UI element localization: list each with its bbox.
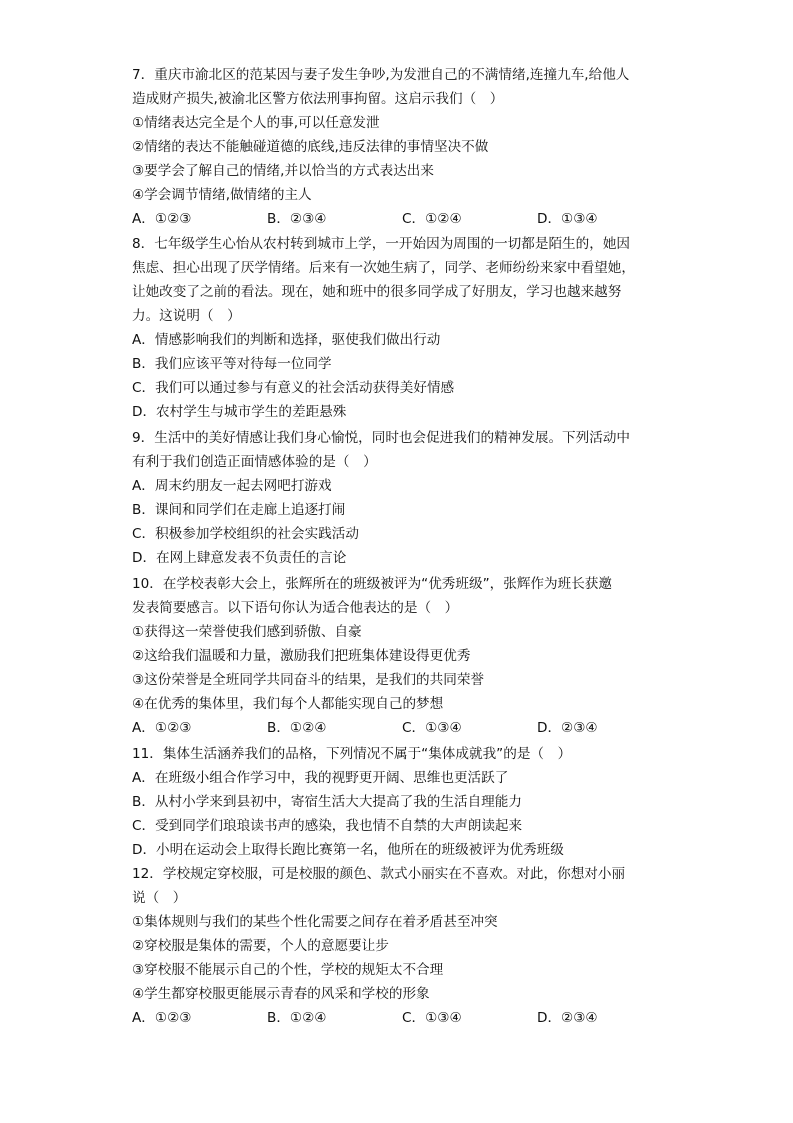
option-row: [132, 716, 672, 740]
statement: ①集体规则与我们的某些个性化需要之间存在着矛盾甚至冲突: [132, 914, 498, 930]
statement: ④在优秀的集体里，我们每个人都能实现自己的梦想: [132, 696, 444, 712]
question-stem-line: 10．在学校表彰大会上，张辉所在的班级被评为“优秀班级”，张辉作为班长获邀: [132, 576, 612, 592]
statement: ③这份荣誉是全班同学共同奋斗的结果，是我们的共同荣誉: [132, 672, 485, 688]
choice-a: A．情感影响我们的判断和选择，驱使我们做出行动: [132, 332, 441, 348]
option-a: A．①②③: [132, 211, 192, 227]
option-a: A．①②③: [132, 1010, 192, 1026]
question-stem-line: 12．学校规定穿校服，可是校服的颜色、款式小丽实在不喜欢。对此，你想对小丽: [132, 866, 626, 882]
statement: ①情绪表达完全是个人的事,可以任意发泄: [132, 115, 380, 131]
statement: ③穿校服不能展示自己的个性，学校的规矩太不合理: [132, 962, 444, 978]
choice-a: A．周末约朋友一起去网吧打游戏: [132, 478, 332, 494]
choice-c: C．积极参加学校组织的社会实践活动: [132, 526, 359, 542]
choice-c: C．我们可以通过参与有意义的社会活动获得美好情感: [132, 380, 455, 396]
question-stem-line: 说（ ）: [132, 890, 187, 906]
question-12: [132, 862, 672, 1030]
statement: ②穿校服是集体的需要，个人的意愿要让步: [132, 938, 389, 954]
question-stem-line: 力。这说明（ ）: [132, 308, 241, 324]
option-c: C．①③④: [402, 1010, 462, 1026]
choice-b: B．我们应该平等对待每一位同学: [132, 356, 332, 372]
option-b: B．②③④: [267, 211, 327, 227]
statement: ②这给我们温暖和力量，激励我们把班集体建设得更优秀: [132, 648, 471, 664]
option-c: C．①②④: [402, 211, 462, 227]
question-stem-line: 焦虑、担心出现了厌学情绪。后来有一次她生病了，同学、老师纷纷来家中看望她，: [132, 260, 635, 276]
statement: ①获得这一荣誉使我们感到骄傲、自豪: [132, 624, 362, 640]
statement: ②情绪的表达不能触碰道德的底线,违反法律的事情坚决不做: [132, 139, 489, 155]
question-9: [132, 426, 672, 570]
option-b: B．①②④: [267, 720, 327, 736]
option-b: B．①②④: [267, 1010, 327, 1026]
choice-b: B．从村小学来到县初中，寄宿生活大大提高了我的生活自理能力: [132, 794, 522, 810]
option-c: C．①③④: [402, 720, 462, 736]
choice-d: D．在网上肆意发表不负责任的言论: [132, 550, 347, 566]
question-stem-line: 9．生活中的美好情感让我们身心愉悦，同时也会促进我们的精神发展。下列活动中: [132, 430, 631, 446]
option-d: D．②③④: [537, 1010, 598, 1026]
choice-d: D．农村学生与城市学生的差距悬殊: [132, 404, 347, 420]
question-stem-line: 让她改变了之前的看法。现在，她和班中的很多同学成了好朋友，学习也越来越努: [132, 284, 622, 300]
question-stem-line: 8．七年级学生心怡从农村转到城市上学，一开始因为周围的一切都是陌生的，她因: [132, 236, 631, 252]
choice-a: A．在班级小组合作学习中，我的视野更开阔、思维也更活跃了: [132, 770, 509, 786]
statement: ③要学会了解自己的情绪,并以恰当的方式表达出来: [132, 163, 434, 179]
option-a: A．①②③: [132, 720, 192, 736]
question-stem-line: 发表简要感言。以下语句你认为适合他表达的是（ ）: [132, 600, 459, 616]
question-8: [132, 232, 672, 424]
question-stem-line: 7．重庆市渝北区的范某因与妻子发生争吵,为发泄自己的不满情绪,连撞九车,给他人: [132, 67, 630, 83]
question-stem-line: 11．集体生活涵养我们的品格，下列情况不属于“集体成就我”的是（ ）: [132, 746, 572, 762]
option-row: [132, 207, 672, 231]
statement: ④学会调节情绪,做情绪的主人: [132, 187, 312, 203]
option-d: D．①③④: [537, 211, 598, 227]
question-10: [132, 572, 672, 740]
option-d: D．②③④: [537, 720, 598, 736]
question-stem-line: 有利于我们创造正面情感体验的是（ ）: [132, 454, 377, 470]
statement: ④学生都穿校服更能展示青春的风采和学校的形象: [132, 986, 430, 1002]
option-row: [132, 1006, 672, 1030]
choice-b: B．课间和同学们在走廊上追逐打闹: [132, 502, 346, 518]
question-7: [132, 63, 672, 231]
question-11: [132, 742, 672, 862]
choice-d: D．小明在运动会上取得长跑比赛第一名，他所在的班级被评为优秀班级: [132, 842, 564, 858]
question-stem-line: 造成财产损失,被渝北区警方依法刑事拘留。这启示我们（ ）: [132, 91, 504, 107]
choice-c: C．受到同学们琅琅读书声的感染，我也情不自禁的大声朗读起来: [132, 818, 523, 834]
